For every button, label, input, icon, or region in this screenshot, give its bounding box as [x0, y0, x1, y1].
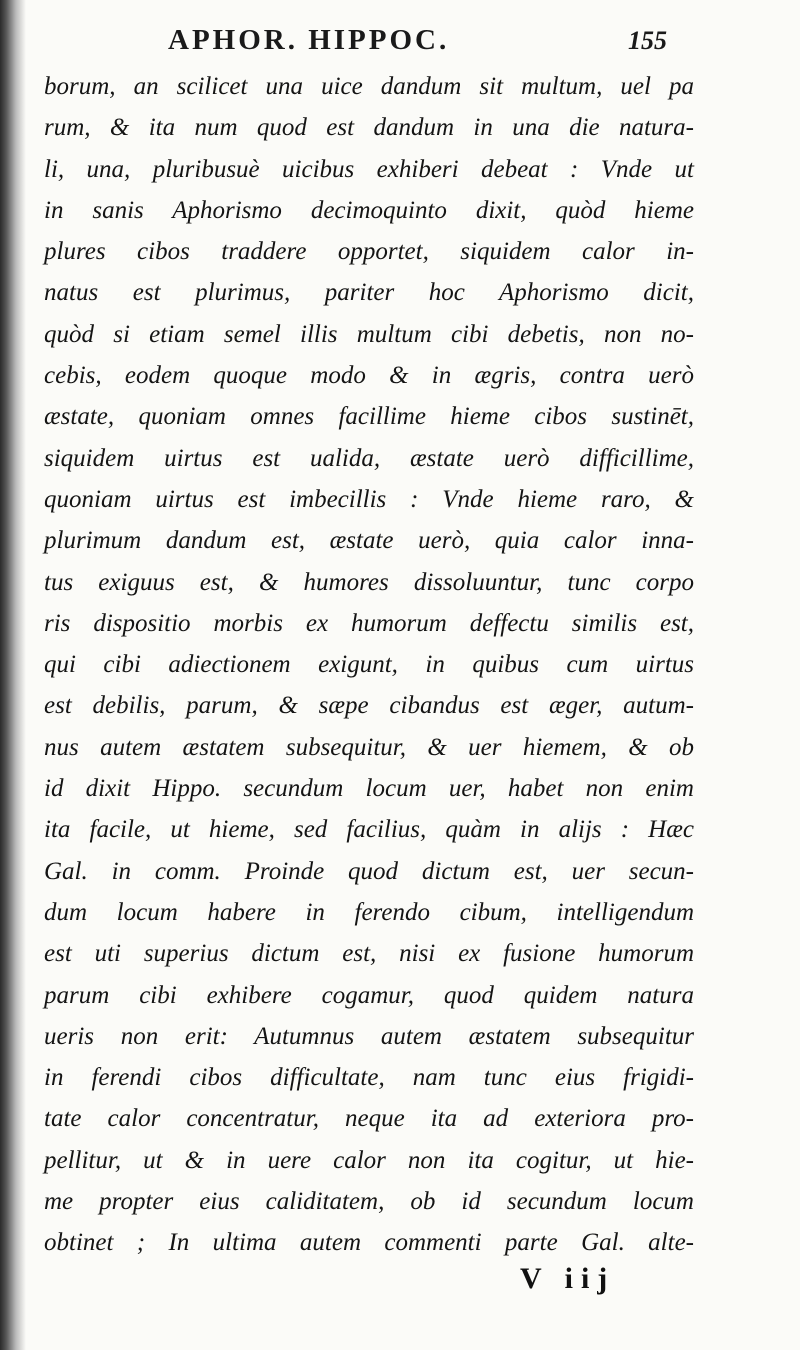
signature-mark: V iij — [520, 1262, 616, 1295]
text-line: id dixit Hippo. secundum locum uer, habet non enim — [44, 775, 694, 803]
text-line: obtinet ; In ultima autem commenti parte Gal. alte- — [44, 1229, 694, 1257]
body-text — [44, 66, 694, 1264]
text-line: in sanis Aphorismo decimoquinto dixit, quòd hieme — [44, 196, 694, 224]
text-line: tate calor concentratur, neque ita ad exteriora pro- — [44, 1105, 694, 1133]
text-line: pellitur, ut & in uere calor non ita cogitur, ut hie- — [44, 1146, 694, 1174]
text-line: nus autem æstatem subsequitur, & uer hiemem, & ob — [44, 733, 694, 761]
text-line: siquidem uirtus est ualida, æstate uerò difficillime, — [44, 444, 694, 472]
text-line: natus est plurimus, pariter hoc Aphorismo dicit, — [44, 279, 694, 307]
page-header — [0, 18, 800, 62]
running-head: APHOR. HIPPOC. — [168, 24, 450, 56]
text-line: parum cibi exhibere cogamur, quod quidem natura — [44, 981, 694, 1009]
text-line: li, una, pluribusuè uicibus exhiberi debeat : Vnde ut — [44, 155, 694, 183]
text-line: borum, an scilicet una uice dandum sit multum, uel pa — [44, 73, 694, 100]
text-line: ueris non erit: Autumnus autem æstatem subsequitur — [44, 1022, 694, 1050]
text-line: in ferendi cibos difficultate, nam tunc eius frigidi- — [44, 1064, 694, 1092]
text-line: cebis, eodem quoque modo & in ægris, contra uerò — [44, 362, 694, 390]
text-line: est uti superius dictum est, nisi ex fusione humorum — [44, 940, 694, 968]
text-line: tus exiguus est, & humores dissoluuntur, tunc corpo — [44, 568, 694, 596]
text-line: ita facile, ut hieme, sed facilius, quàm in alijs : Hæc — [44, 816, 694, 844]
text-line: quòd si etiam semel illis multum cibi debetis, non no- — [44, 320, 694, 348]
page-number: 155 — [628, 26, 667, 55]
text-line: Gal. in comm. Proinde quod dictum est, uer secun- — [44, 857, 694, 885]
text-line: rum, & ita num quod est dandum in una die natura- — [44, 114, 694, 142]
text-line: quoniam uirtus est imbecillis : Vnde hieme raro, & — [44, 485, 694, 513]
binding-shadow — [0, 0, 26, 1350]
text-line: plures cibos traddere opportet, siquidem calor in- — [44, 238, 694, 266]
text-line: æstate, quoniam omnes facillime hieme cibos sustinēt, — [44, 403, 694, 431]
text-line: dum locum habere in ferendo cibum, intelligendum — [44, 898, 694, 926]
text-line: plurimum dandum est, æstate uerò, quia calor inna- — [44, 527, 694, 555]
text-line: qui cibi adiectionem exigunt, in quibus cum uirtus — [44, 651, 694, 679]
text-line: me propter eius caliditatem, ob id secundum locum — [44, 1188, 694, 1216]
text-line: est debilis, parum, & sæpe cibandus est æger, autum- — [44, 692, 694, 720]
text-line: ris dispositio morbis ex humorum deffectu similis est, — [44, 609, 694, 637]
